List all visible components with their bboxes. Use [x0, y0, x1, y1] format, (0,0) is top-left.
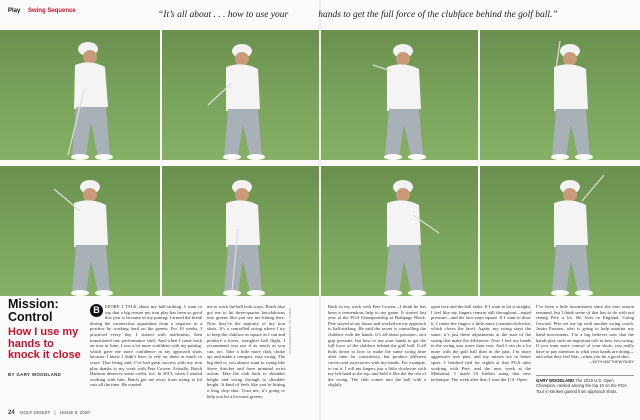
subsection-name: Swing Sequence — [28, 8, 76, 14]
issue-label: ISSUE 9, 2020 — [59, 410, 90, 415]
golfer-impact-icon — [202, 171, 282, 296]
article-column-5 — [536, 304, 634, 370]
caption-text: The 2019 U.S. Open Champion, ranked among the top 10 on the PGA Tour in strokes gained from approach shots. — [536, 378, 627, 394]
publication-name: GOLF DIGEST — [19, 410, 51, 415]
article-column-3-text: Back in my work with Pete Cowen—I think he has been a tremendous help to my game. It started last year at the PGA Championship at Bethpage Black. Pete stayed at my house and worked on my approach to ball-striking. He said the secret is controlling the clubface with the hands. It’s all about pressure—not grip pressure, but how to use your hands to get the full force of the clubface behind the golf ball. It all boils down to how to make the same swing time after time for consistency, but produce different curves and trajectories with my hands. For example, to cut it, I roll my fingers just a little clockwise with my left hand at the top, and hold it like the the rest of the swing. The club comes into the ball with a slightly — [328, 304, 426, 388]
golfer-transition-icon — [530, 35, 610, 160]
edited-by: —WITH MATTHEW RUDY — [588, 359, 634, 364]
article-column-2 — [207, 304, 285, 408]
golfer-release-icon — [363, 171, 443, 296]
caption-name: GARY WOODLAND — [536, 378, 575, 383]
headline: Mission: Control — [8, 297, 59, 324]
article-column-3 — [328, 304, 426, 412]
golfer-downswing-icon — [50, 171, 130, 296]
photo-credit: PHOTOGRAPHS BY J.D. CUBAN — [288, 308, 292, 354]
swing-photo-8 — [480, 166, 640, 296]
swing-photo-1 — [0, 30, 160, 160]
section-label — [8, 8, 76, 14]
golfer-top-icon — [363, 35, 443, 160]
article-column-2-text: me to work the ball both ways. Butch also got me to hit three-quarter knockdowns into greens like you see me hitting here. Now they’re the majority of my iron shots. It’s a controlled swing where I try to keep the clubface as square as I can and produce a lower, straighter ball flight. I recommend you use it as much as you can, too. Take a little more club, choke up, and make a compact, easy swing. The big deal is, you almost want to swing like Steve Stricker and have minimal wrist action. Take the club back to shoulder height and swing through to shoulder height. It kind of feels like you’re hitting a long chip shot. Trust me, it’s going to help you hit a lot more greens. — [207, 304, 285, 399]
article-column-4-text: open face and the ball fades. If I want to hit it straight, I feel like my fingers remain still throughout—equal pressure—and the face stays square. If I want to draw it, I rotate the fingers a little more (counterclockwise, which closes the face). Again, my swing stays the same; it’s just these adjustments at the start of the swing that make the difference. Now I feel my hands in the swing way more than ever. And I can do a lot more with the golf ball than in the past. I’m more aggressive into pins, and my misses are in better spots. I finished tied for eighth at that PGA after working with Pete, and the next week at the Memorial, I made 10 birdies using that new technique. The week after that, I won the U.S. Open. — [431, 304, 531, 382]
swing-photo-5 — [0, 166, 160, 296]
swing-photo-4 — [480, 30, 640, 160]
byline: BY GARY WOODLAND — [8, 371, 62, 377]
swing-photo-7 — [321, 166, 478, 296]
golfer-finish-icon — [530, 171, 610, 296]
article-column-1-text: EFORE I TALK about my ball-striking, I want to say that a big reason my iron play has been so good this year is because of my putting. I armed the break during the coronavirus quarantine from a negative to a positive by working hard on the greens. For 10 weeks, I practiced every day. I started with machinists, then transitioned into performance stuff. And when I came back on tour in June, I was a lot more confident with my putting, which gave me more confidence in my approach shots because I knew I didn’t have to rely on them as much to score. That being said, I’ve had great success with my iron play thanks to my work with Pete Cowen. Actually, Butch Harmon deserves some credit, too. In 2013, when I started working with him, Butch got me away from trying to hit cuts all the time. He wanted — [90, 304, 202, 388]
golfer-address-icon — [50, 35, 130, 160]
headline-block — [8, 298, 86, 377]
top-bar — [0, 0, 640, 30]
swing-photo-6 — [162, 166, 319, 296]
swing-photo-2 — [162, 30, 319, 160]
pull-quote-left: “It’s all about . . . how to use your — [158, 10, 289, 20]
article-column-4 — [431, 304, 531, 412]
golfer-backswing-icon — [202, 35, 282, 160]
swing-photo-3 — [321, 30, 478, 160]
deck: How I use my hands to knock it close — [8, 326, 81, 361]
page-number: 24 — [8, 410, 15, 416]
pull-quote — [158, 10, 630, 20]
section-name: Play — [8, 8, 21, 14]
article-column-5-text: I’ve been a little inconsistent since the tour season resumed, but I think some of that has to do with not seeing Pete a lot. He lives in England. Going forward, Pete set me up with another swing coach, Justin Parsons, who is going to help monitor my hand movements. I’m a big believer now that the hands play such an important role in how you swing. If you want more control of your shots, you really have to pay attention to what your hands are doing—and what they feel like—when you hit a good shot. — [536, 304, 634, 360]
pull-quote-right: hands to get the full force of the clubface behind the golf ball.” — [318, 10, 558, 20]
page-footer: 24 GOLF DIGEST | ISSUE 9, 2020 — [8, 410, 90, 416]
article-column-1 — [90, 304, 202, 408]
dropcap: B — [90, 304, 103, 317]
player-caption — [536, 375, 634, 394]
